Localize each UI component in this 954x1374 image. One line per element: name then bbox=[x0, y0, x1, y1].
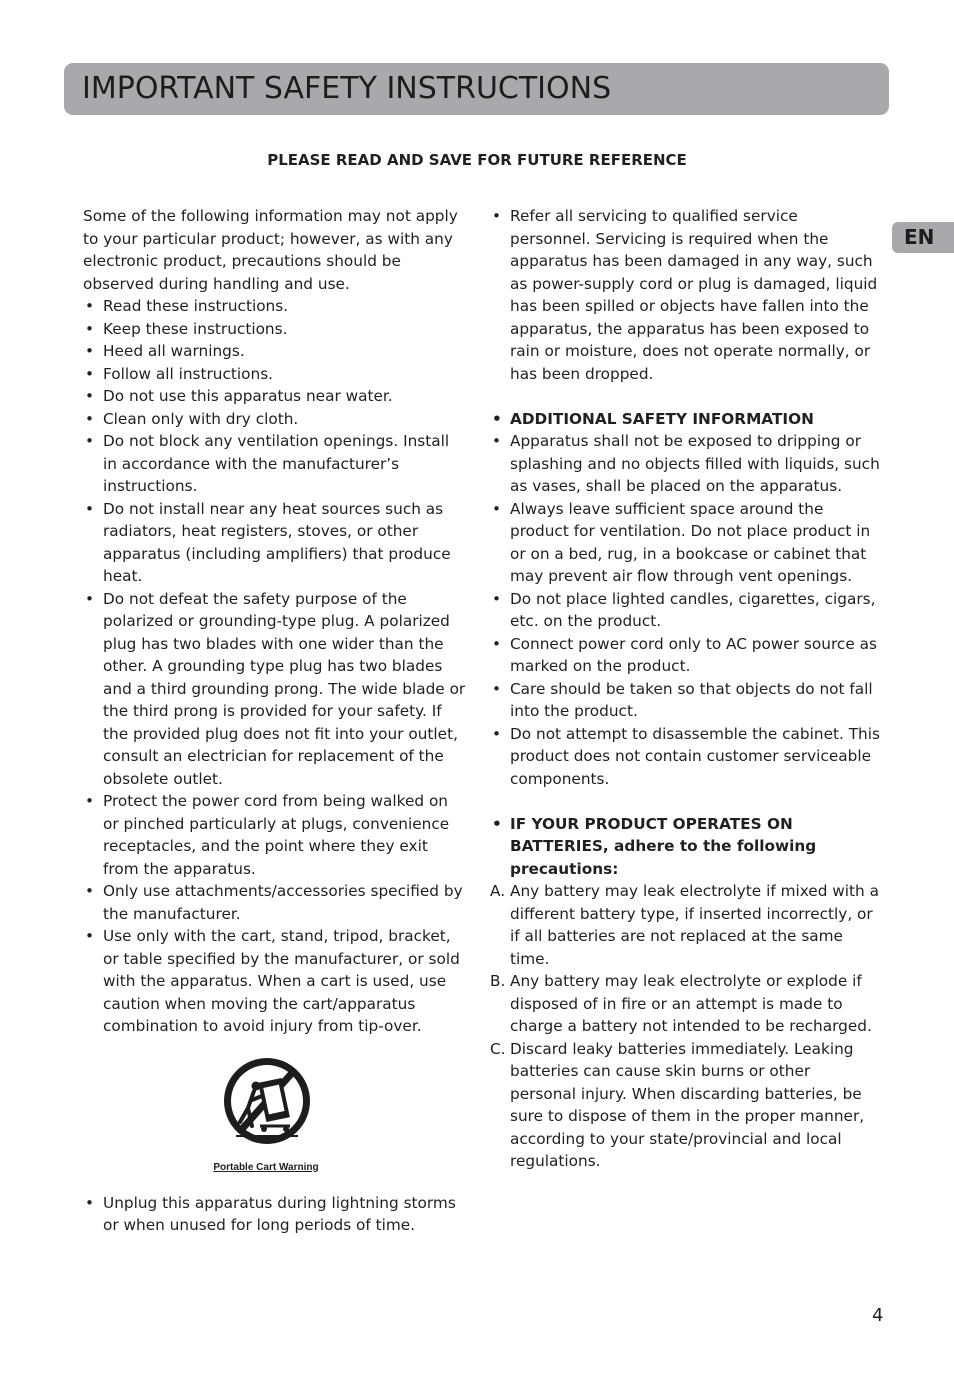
language-tab: EN bbox=[892, 222, 954, 253]
list-item: • Follow all instructions. bbox=[83, 363, 467, 386]
additional-safety-list bbox=[490, 408, 880, 791]
additional-safety-heading: • ADDITIONAL SAFETY INFORMATION bbox=[490, 408, 880, 431]
spacer bbox=[490, 385, 880, 408]
list-item bbox=[490, 970, 880, 1038]
list-item-text: Discard leaky batteries immediately. Leaking batteries can cause skin burns or other personal injury. When discarding batteries, be sure to dispose of them in the proper manner, according to your state/provincial and local regulations. bbox=[510, 1039, 865, 1170]
list-item: • Protect the power cord from being walked on or pinched particularly at plugs, convenience receptacles, and the point where they exit from the apparatus. bbox=[83, 790, 467, 880]
safety-list-continued bbox=[83, 1192, 467, 1237]
battery-heading-list bbox=[490, 813, 880, 881]
list-item: • Do not defeat the safety purpose of the polarized or grounding-type plug. A polarized plug has two blades with one wider than the other. A grounding type plug has two blades and a third grounding prong. The wide blade or the third prong is provided for your safety. If the provided plug does not fit into your outlet, consult an electrician for replacement of the obsolete outlet. bbox=[83, 588, 467, 791]
list-item: • Refer all servicing to qualified service personnel. Servicing is required when the apparatus has been damaged in any way, such as power-supply cord or plug is damaged, liquid has been spilled or objects have fallen into the apparatus, the apparatus has been exposed to rain or moisture, does not operate normally, or has been dropped. bbox=[490, 205, 880, 385]
list-item-text: Any battery may leak electrolyte if mixed with a different battery type, if inserted incorrectly, or if all batteries are not replaced at the same time. bbox=[510, 882, 879, 968]
cart-warning-figure bbox=[83, 1042, 467, 1192]
list-item: • Do not place lighted candles, cigarettes, cigars, etc. on the product. bbox=[490, 588, 880, 633]
list-item: • Do not install near any heat sources such as radiators, heat registers, stoves, or other apparatus (including amplifiers) that produce heat. bbox=[83, 498, 467, 588]
list-item: • Do not use this apparatus near water. bbox=[83, 385, 467, 408]
list-item: • Apparatus shall not be exposed to dripping or splashing and no objects filled with liquids, such as vases, shall be placed on the apparatus. bbox=[490, 430, 880, 498]
cart-warning-caption: Portable Cart Warning bbox=[213, 1161, 319, 1173]
left-column bbox=[83, 205, 467, 1237]
list-item: • Do not attempt to disassemble the cabinet. This product does not contain customer serviceable components. bbox=[490, 723, 880, 791]
page-number: 4 bbox=[872, 1305, 884, 1326]
page-title: IMPORTANT SAFETY INSTRUCTIONS bbox=[82, 71, 612, 106]
list-item: • Always leave sufficient space around the product for ventilation. Do not place product in or on a bed, rug, in a bookcase or cabinet that may prevent air flow through vent openings. bbox=[490, 498, 880, 588]
list-item: • Care should be taken so that objects do not fall into the product. bbox=[490, 678, 880, 723]
tip-over-cart-icon bbox=[222, 1056, 312, 1146]
right-column bbox=[490, 205, 880, 1173]
title-bar bbox=[64, 63, 889, 115]
list-item: • Do not block any ventilation openings. Install in accordance with the manufacturer’s instructions. bbox=[83, 430, 467, 498]
intro-paragraph: Some of the following information may not apply to your particular product; however, as with any electronic product, precautions should be observed during handling and use. bbox=[83, 207, 458, 293]
servicing-list bbox=[490, 205, 880, 385]
list-item bbox=[490, 880, 880, 970]
list-item: • Connect power cord only to AC power source as marked on the product. bbox=[490, 633, 880, 678]
list-item: • Clean only with dry cloth. bbox=[83, 408, 467, 431]
battery-precautions-list bbox=[490, 880, 880, 1173]
list-item: • Use only with the cart, stand, tripod, bracket, or table specified by the manufacturer, or sold with the apparatus. When a cart is used, use caution when moving the cart/apparatus combination to avoid injury from tip-over. bbox=[83, 925, 467, 1038]
list-item-text: Any battery may leak electrolyte or explode if disposed of in fire or an attempt is made to charge a battery not intended to be recharged. bbox=[510, 972, 872, 1035]
safety-list bbox=[83, 295, 467, 1038]
list-item: • Read these instructions. bbox=[83, 295, 467, 318]
list-item: • Only use attachments/accessories specified by the manufacturer. bbox=[83, 880, 467, 925]
subtitle: PLEASE READ AND SAVE FOR FUTURE REFERENCE bbox=[267, 151, 687, 169]
list-item bbox=[490, 1038, 880, 1173]
spacer bbox=[490, 790, 880, 813]
list-item: • Heed all warnings. bbox=[83, 340, 467, 363]
list-marker: A. bbox=[490, 882, 506, 900]
list-marker: B. bbox=[490, 972, 506, 990]
list-marker: C. bbox=[490, 1039, 506, 1058]
list-item: • Unplug this apparatus during lightning storms or when unused for long periods of time. bbox=[83, 1192, 467, 1237]
list-item: • Keep these instructions. bbox=[83, 318, 467, 341]
battery-heading: • IF YOUR PRODUCT OPERATES ON BATTERIES, adhere to the following precautions: bbox=[490, 813, 880, 881]
